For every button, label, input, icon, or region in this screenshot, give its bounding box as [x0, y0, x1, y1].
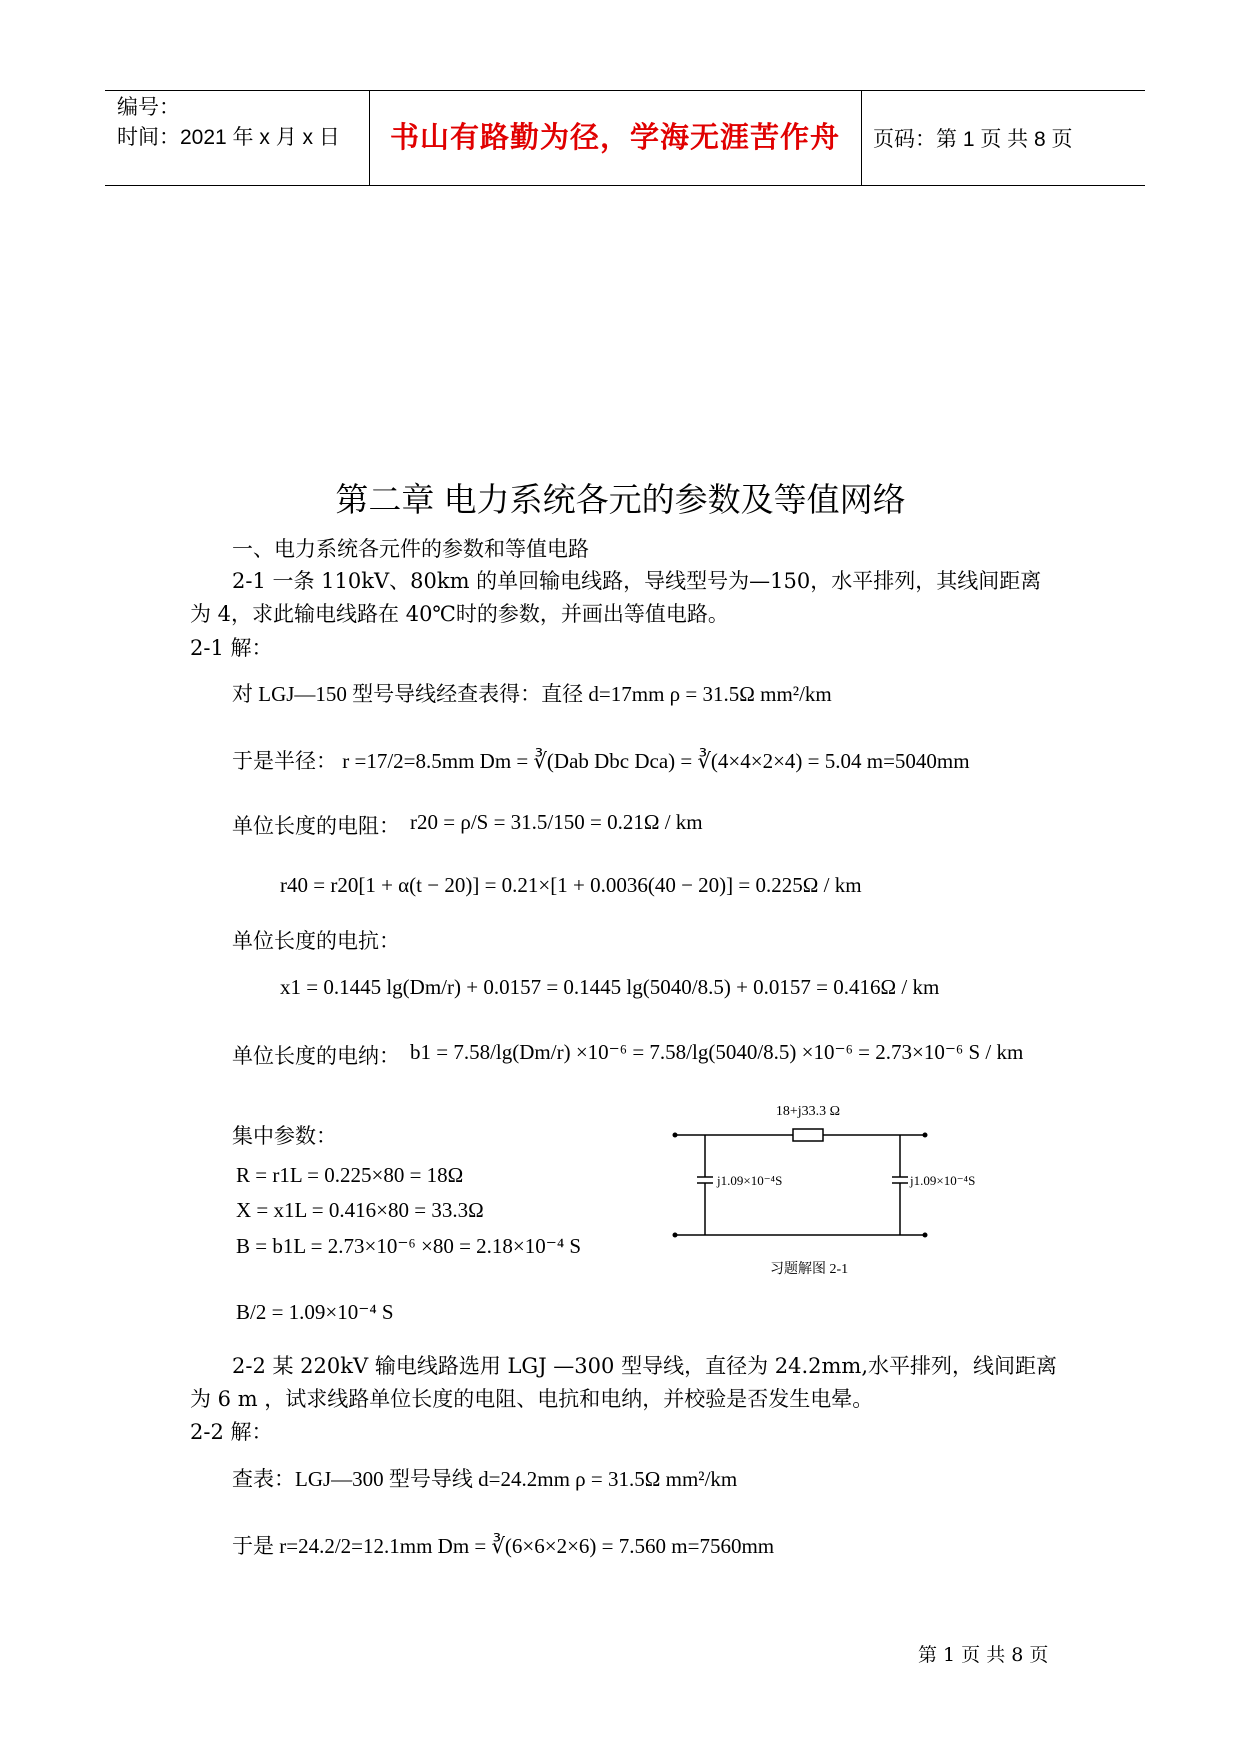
impedance-resistor	[793, 1129, 823, 1141]
eq-r40: r40 = r20[1 + α(t − 20)] = 0.21×[1 + 0.0036(40 − 20)] = 0.225Ω / km	[280, 873, 862, 897]
header-divider	[861, 91, 862, 185]
eq-B: B = b1L = 2.73×10⁻⁶ ×80 = 2.18×10⁻⁴ S	[236, 1234, 582, 1258]
eq-R: R = r1L = 0.225×80 = 18Ω	[236, 1163, 464, 1187]
eq2-radius: 于是 r=24.2/2=12.1mm Dm = ∛(6×6×2×6) = 7.560 m=7560mm	[232, 1534, 775, 1558]
left-cap-label: j1.09×10⁻⁴S	[717, 1173, 783, 1188]
header-left	[117, 93, 340, 153]
eq-r20: r20 = ρ/S = 31.5/150 = 0.21Ω / km	[410, 810, 703, 834]
eq-r20-label: 单位长度的电阻：	[232, 814, 400, 838]
terminal	[673, 1233, 678, 1238]
question-2-2-line2: 为 6 m ，试求线路单位长度的电阻、电抗和电纳，并校验是否发生电晕。	[190, 1387, 874, 1411]
equivalent-circuit-diagram	[660, 1095, 976, 1295]
lumped-label: 集中参数：	[232, 1124, 337, 1148]
question-2-1-line2: 为 4，求此输电线路在 40℃时的参数，并画出等值电路。	[190, 602, 729, 626]
eq-lookup: 对 LGJ—150 型号导线经查表得：直径 d=17mm ρ = 31.5Ω mm²/km	[232, 682, 832, 706]
eq-b-label: 单位长度的电纳：	[232, 1044, 400, 1068]
right-cap-label: j1.09×10⁻⁴S	[910, 1173, 976, 1188]
section-title: 一、电力系统各元件的参数和等值电路	[232, 538, 589, 561]
impedance-label: 18+j33.3 Ω	[775, 1104, 841, 1119]
page-header	[105, 90, 1145, 186]
eq-B2: B/2 = 1.09×10⁻⁴ S	[236, 1300, 394, 1324]
eq-radius: 于是半径： r =17/2=8.5mm Dm = ∛(Dab Dbc Dca) = ∛(4×4×2×4) = 5.04 m=5040mm	[232, 749, 970, 773]
question-2-2-line1: 2-2 某 220kV 输电线路选用 LGJ —300 型导线，直径为 24.2mm,水平排列，线间距离	[232, 1354, 1057, 1378]
answer-2-1-head: 2-1 解：	[190, 636, 273, 660]
terminal	[673, 1133, 678, 1138]
chapter-title: 第二章 电力系统各元的参数及等值网络	[335, 481, 906, 518]
header-page-info: 页码：第 1 页 共 8 页	[873, 128, 1073, 151]
time-label: 时间：2021 年 x 月 x 日	[117, 126, 340, 149]
terminal	[923, 1233, 928, 1238]
eq-x1: x1 = 0.1445 lg(Dm/r) + 0.0157 = 0.1445 lg(5040/8.5) + 0.0157 = 0.416Ω / km	[280, 975, 940, 999]
answer-2-2-head: 2-2 解：	[190, 1420, 273, 1444]
eq2-lookup: 查表：LGJ—300 型号导线 d=24.2mm ρ = 31.5Ω mm²/km	[232, 1467, 738, 1491]
page-footer: 第 1 页 共 8 页	[918, 1644, 1049, 1666]
number-label: 编号：	[117, 96, 180, 119]
figure-caption: 习题解图 2-1	[770, 1262, 849, 1277]
question-2-1-line1: 2-1 一条 110kV、80km 的单回输电线路，导线型号为—150，水平排列，其线间距离	[232, 569, 1042, 593]
eq-b1: b1 = 7.58/lg(Dm/r) ×10⁻⁶ = 7.58/lg(5040/8.5) ×10⁻⁶ = 2.73×10⁻⁶ S / km	[410, 1040, 1024, 1064]
eq-x-label: 单位长度的电抗：	[232, 929, 400, 953]
header-motto: 书山有路勤为径，学海无涯苦作舟	[389, 120, 840, 154]
terminal	[923, 1133, 928, 1138]
eq-X: X = x1L = 0.416×80 = 33.3Ω	[236, 1198, 484, 1222]
